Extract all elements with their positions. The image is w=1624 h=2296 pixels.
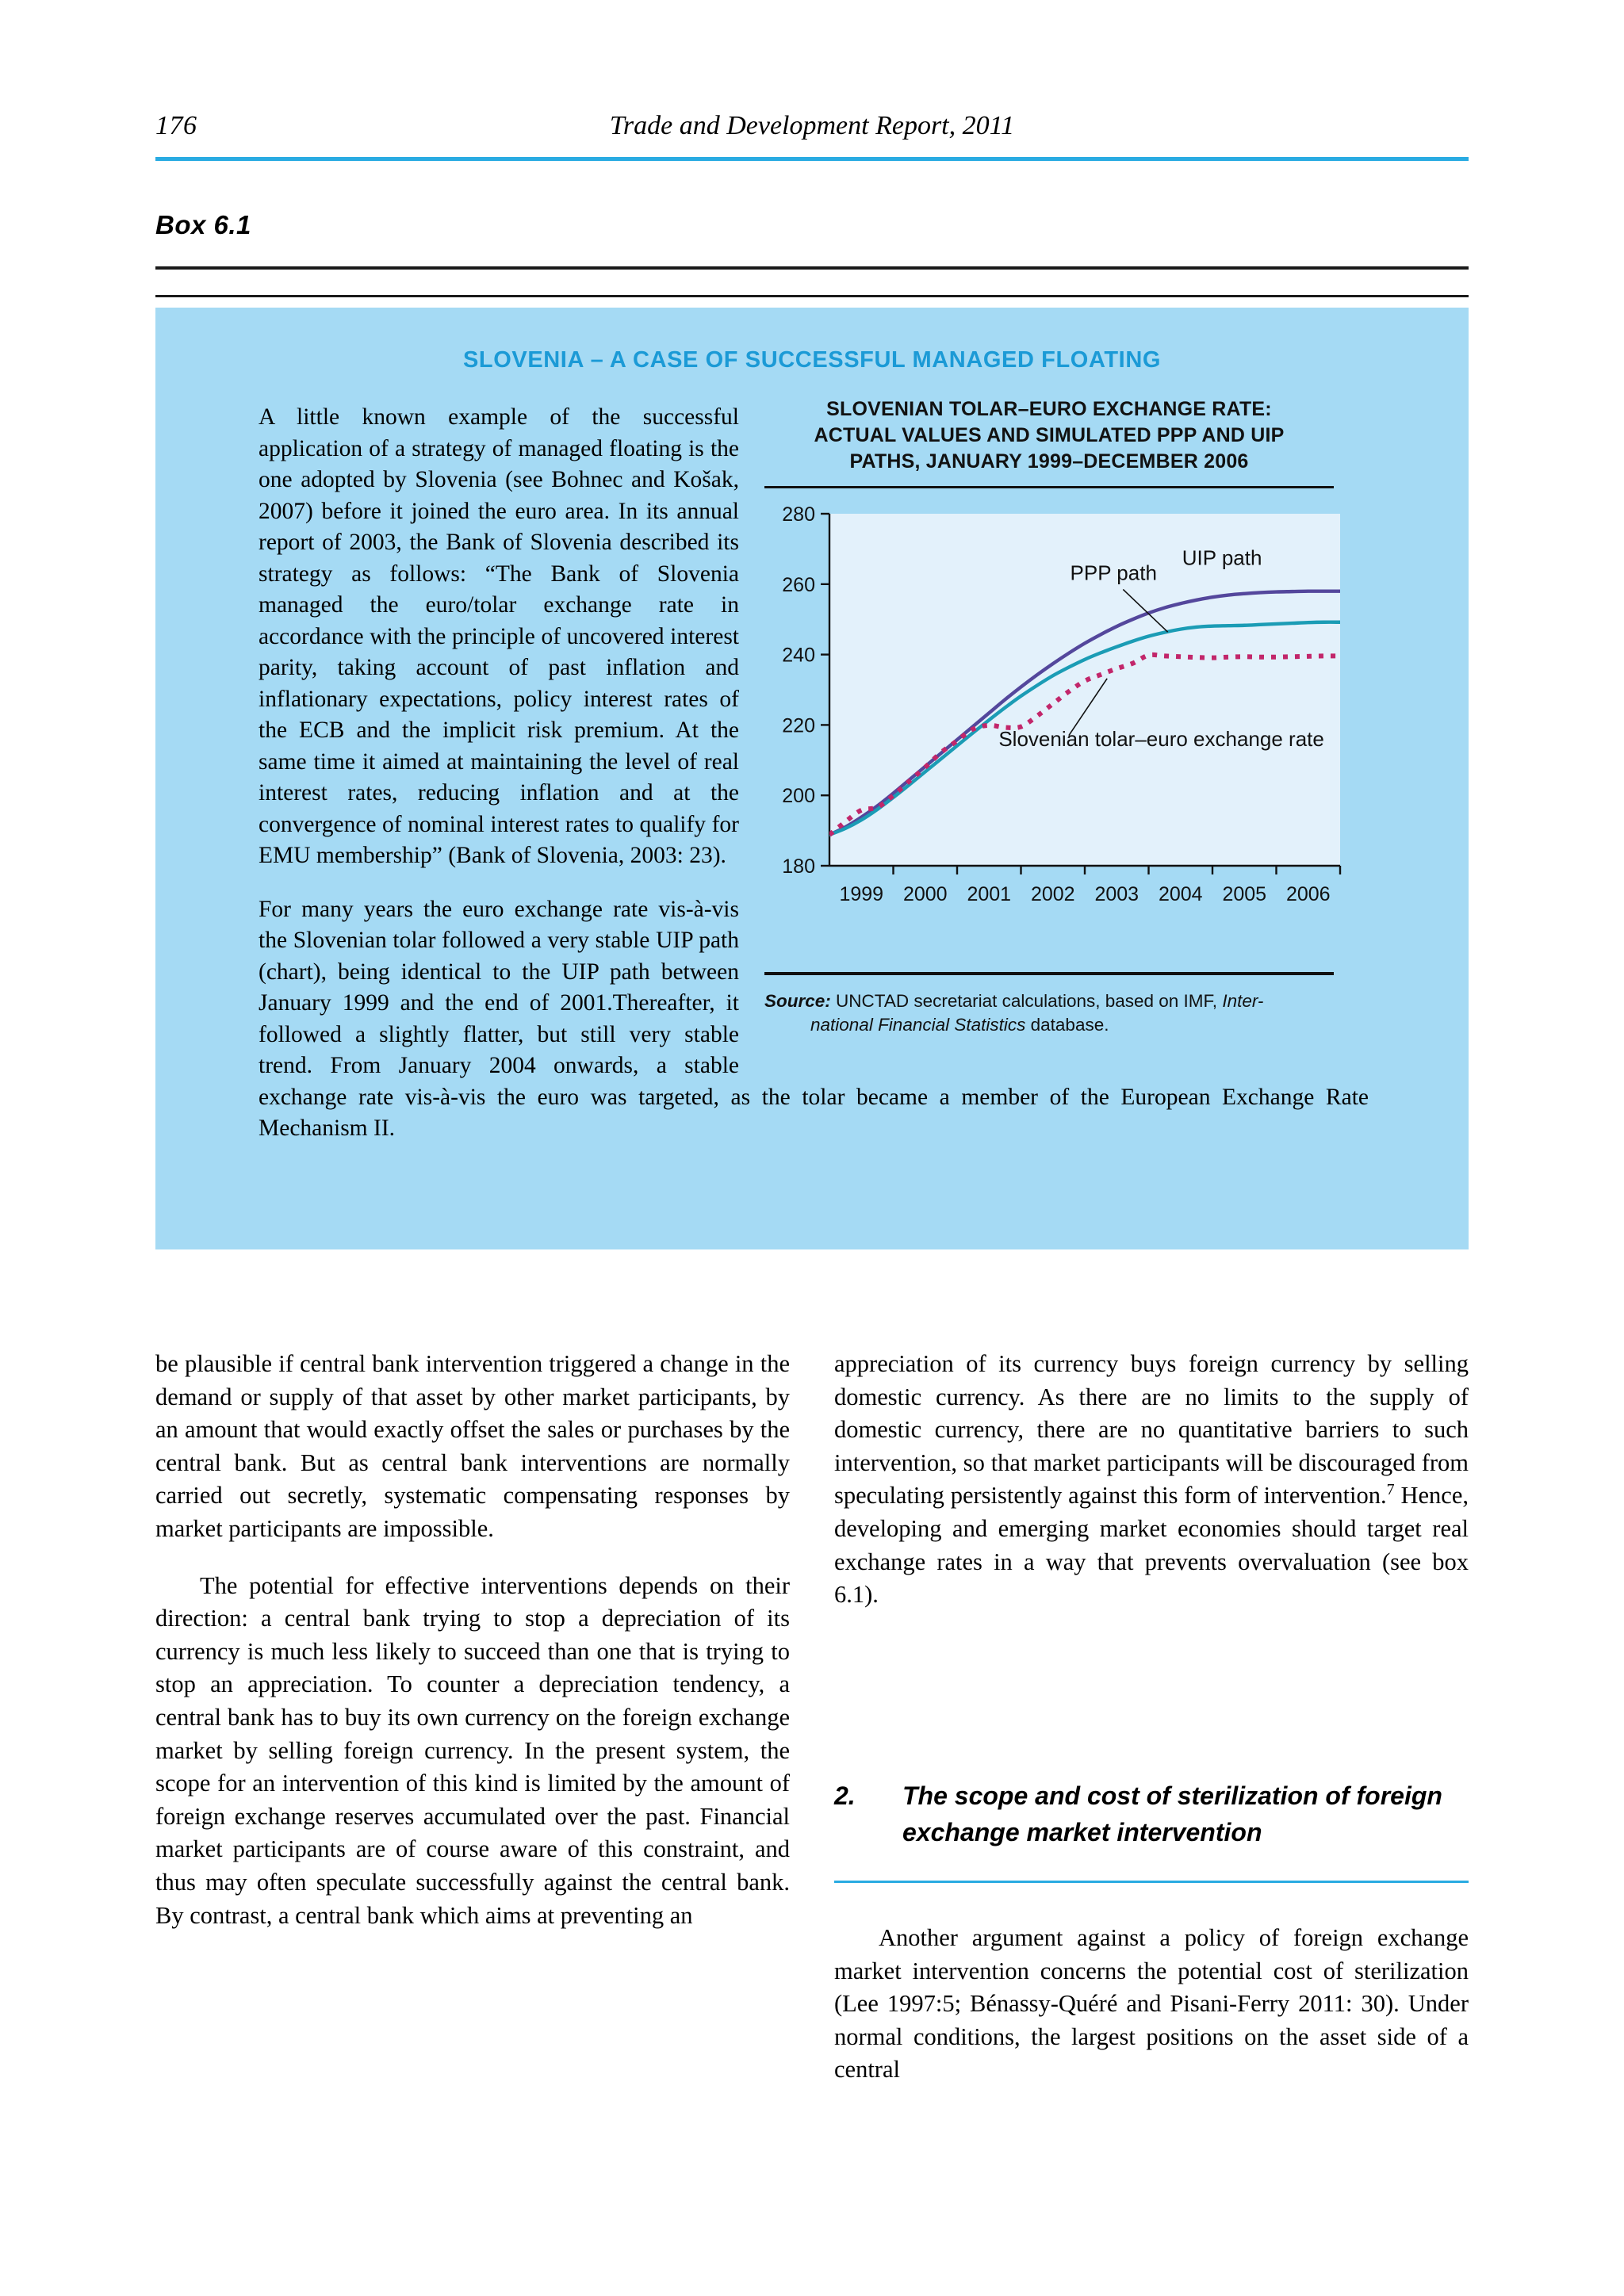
svg-text:2004: 2004 — [1158, 883, 1203, 905]
svg-text:240: 240 — [782, 644, 815, 667]
chart-svg — [744, 492, 1354, 967]
box-paragraph-1: A little known example of the successful application of a strategy of managed floating is the one adopted by Slovenia (see Bohnec and Košak, 2007) before it joined the euro area. In its annual report of 2003, the Bank of Slovenia described its strategy as follows: “The Bank of Slovenia managed the euro/tolar exchange rate in accordance with the principle of uncovered interest parity, taking account of past inflation and inflationary expectations, policy interest rates of the ECB and the implicit risk premium. At the same time it aimed at maintaining the level of real interest rates, reducing inflation and at the convergence of nominal interest rates to qualify for EMU membership” (Bank of Slovenia, 2003: 23). — [259, 404, 739, 868]
svg-text:280: 280 — [782, 503, 815, 526]
left-paragraph-1: be plausible if central bank intervention triggered a change in the demand or supply of that asset by other market participants, by an amount that would exactly offset the sales or purchases by the central bank. But as central bank interventions are normally carried out secretly, systematic compensating responses by market participants are impossible. — [155, 1350, 790, 1542]
svg-text:UIP path: UIP path — [1182, 545, 1262, 570]
body-right-column-2 — [834, 1922, 1469, 2087]
section-rule — [834, 1881, 1469, 1883]
right-paragraph-1-post: Hence, developing and emerging market economies should target real exchange rates in a way that prevents overvaluation (see box 6.1). — [834, 1482, 1469, 1609]
source-text-italic-2: national Financial Statistics — [810, 1015, 1026, 1035]
svg-text:180: 180 — [782, 855, 815, 878]
page-number: 176 — [155, 111, 197, 140]
running-head — [155, 111, 1469, 157]
figure-source-text — [764, 989, 1334, 1037]
svg-text:220: 220 — [782, 714, 815, 737]
box-top-rule-outer — [155, 266, 1469, 270]
figure-title-rule — [764, 486, 1334, 488]
svg-text:PPP path: PPP path — [1070, 561, 1157, 585]
svg-text:1999: 1999 — [839, 883, 884, 905]
right-paragraph-1-pre: appreciation of its currency buys foreign currency by selling domestic currency. As there are no limits to the supply of domestic currency, there are no quantitative barriers to such intervention, so that market participants will be discouraged from speculating persistently against this form of intervention. — [834, 1350, 1469, 1510]
footnote-marker-7: 7 — [1386, 1481, 1395, 1499]
right-paragraph-2: Another argument against a policy of foreign exchange market intervention concerns the potential cost of sterilization (Lee 1997:5; Bénassy-Quéré and Pisani-Ferry 2011: 30). Under normal conditions, the largest positions on the asset side of a central — [834, 1924, 1469, 2084]
svg-text:2005: 2005 — [1222, 883, 1267, 905]
source-label: Source: — [764, 991, 831, 1011]
figure-title-line-2: ACTUAL VALUES AND SIMULATED PPP AND UIP — [814, 424, 1285, 446]
body-right-column — [834, 1348, 1469, 1612]
box-label: Box 6.1 — [155, 210, 251, 239]
figure-source-rule — [764, 972, 1334, 975]
figure-title-line-1: SLOVENIAN TOLAR–EURO EXCHANGE RATE: — [826, 398, 1272, 420]
running-title: Trade and Development Report, 2011 — [609, 111, 1015, 140]
svg-text:Slovenian tolar–euro exchange: Slovenian tolar–euro exchange rate — [998, 727, 1324, 752]
svg-text:2002: 2002 — [1030, 883, 1075, 905]
right-paragraph-1 — [834, 1348, 1469, 1612]
header-rule — [155, 157, 1469, 161]
box-paragraph-2: For many years the euro exchange rate vis-à-vis the Slovenian tolar followed a very stable UIP path (chart), being identical to the UIP path between January 1999 and the end of 2001.Thereafter, it followed a slightly flatter, but still very stable trend. From January 2004 onwards, a stable exchange rate vis-à-vis the euro was targeted, as the tolar became a member of the European Exchange Rate Mechanism II. — [259, 896, 1369, 1141]
svg-text:2006: 2006 — [1285, 883, 1331, 905]
source-line-2 — [764, 1013, 1334, 1037]
box-title: SLOVENIA – A CASE OF SUCCESSFUL MANAGED FLOATING — [462, 347, 1162, 373]
source-text-b: database. — [1025, 1015, 1109, 1035]
body-left-column — [155, 1348, 790, 1932]
source-text-a: UNCTAD secretariat calculations, based on IMF, — [830, 991, 1223, 1011]
source-text-italic-1: Inter- — [1222, 991, 1264, 1011]
section-number: 2. — [834, 1781, 856, 1810]
figure — [744, 396, 1354, 1221]
box-top-rule-inner — [155, 295, 1469, 297]
svg-text:2000: 2000 — [902, 883, 948, 905]
left-paragraph-2: The potential for effective interventions depends on their direction: a central bank trying to stop a depreciation of its currency is much less likely to succeed than one that is trying to stop an appreciation. To counter a depreciation tendency, a central bank has to buy its own currency on the foreign exchange market by selling foreign currency. In the present system, the scope for an intervention of this kind is limited by the amount of foreign exchange reserves accumulated over the past. Financial market participants are of course aware of this constraint, and thus may often speculate successfully against the central bank. By contrast, a central bank which aims at preventing an — [155, 1571, 790, 1929]
figure-title-line-3: PATHS, JANUARY 1999–DECEMBER 2006 — [849, 450, 1249, 473]
figure-source — [764, 972, 1334, 1037]
figure-title — [744, 396, 1354, 475]
svg-text:260: 260 — [782, 573, 815, 596]
svg-text:200: 200 — [782, 785, 815, 808]
section-title: The scope and cost of sterilization of foreign exchange market intervention — [902, 1781, 1442, 1846]
chart — [744, 492, 1354, 967]
svg-text:2003: 2003 — [1094, 883, 1139, 905]
svg-text:2001: 2001 — [967, 883, 1012, 905]
section-heading — [834, 1777, 1469, 1850]
